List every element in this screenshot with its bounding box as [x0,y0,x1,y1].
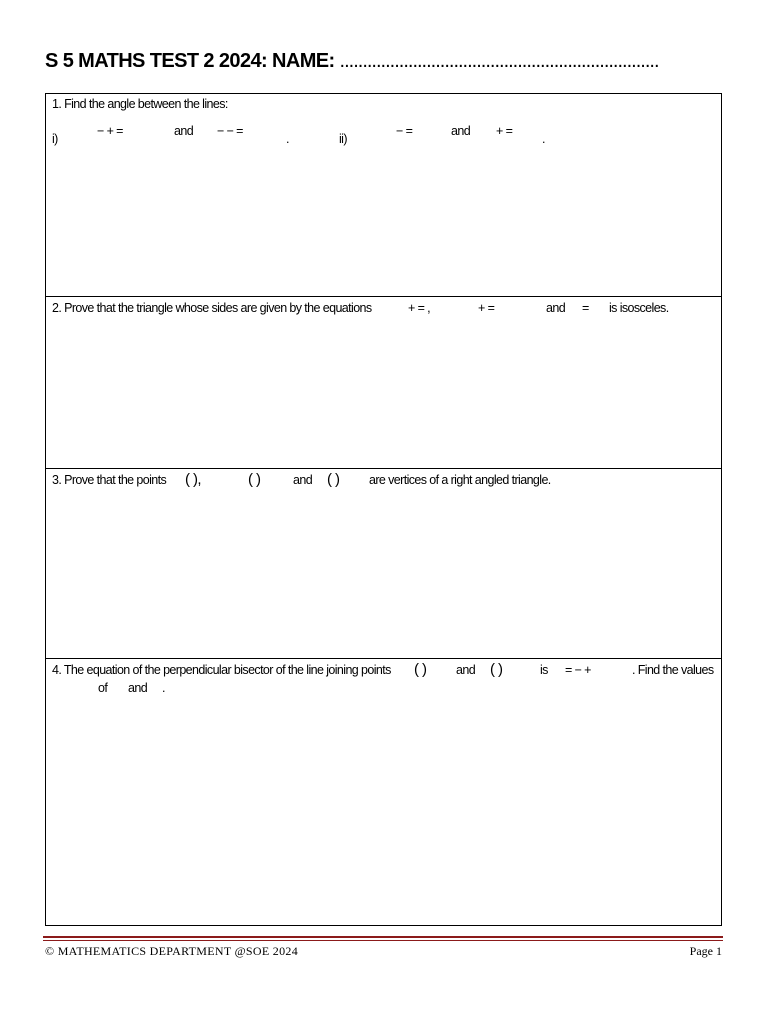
question-1-part-ii-equation-1: − = [396,124,413,138]
question-4-tail: . Find the values [632,663,714,677]
question-4-point-2: ( ) [490,661,503,678]
question-1-part-i-equation-2: − − = [217,124,243,138]
question-3-point-3: ( ) [327,471,340,488]
question-4-and: and [456,663,476,677]
footer-copyright: © MATHEMATICS DEPARTMENT @SOE 2024 [45,944,299,958]
question-1-text: 1. Find the angle between the lines: [52,97,228,111]
page-title [45,50,659,73]
question-2-equation-2: + = [478,301,495,315]
question-2-equation-1: + = , [408,301,431,315]
question-1-part-ii-period: . [542,132,545,146]
question-2-tail: is isosceles. [609,301,669,315]
question-1-part-ii-equation-2: + = [496,124,513,138]
question-3-point-2: ( ) [248,471,261,488]
question-4-equation: = − + [565,663,591,677]
question-4-text: 4. The equation of the perpendicular bisector of the line joining points [52,663,391,677]
question-1-part-i-and: and [174,124,194,138]
question-3-tail: are vertices of a right angled triangle. [369,473,551,487]
question-1-part-i-period: . [286,132,289,146]
question-2-cell [46,297,721,469]
question-4-line-2-period: . [162,681,165,695]
question-4-line-2-and: and [128,681,148,695]
footer-page-number: Page 1 [689,944,722,958]
question-2-equation-3: = [582,301,589,315]
question-3-cell [46,469,721,659]
name-blank-line: ...................................................................... [339,50,659,72]
question-1-cell [46,94,721,297]
question-3-and: and [293,473,313,487]
question-1-part-i-equation-1: − + = [97,124,123,138]
question-1-part-i-label: i) [52,132,58,146]
question-1-part-ii-and: and [451,124,471,138]
questions-table [45,93,722,926]
question-4-point-1: ( ) [414,661,427,678]
question-4-is: is [540,663,548,677]
question-3-text: 3. Prove that the points [52,473,167,487]
question-4-cell [46,659,721,925]
question-3-point-1: ( ), [185,471,201,488]
question-1-part-ii-label: ii) [339,132,347,146]
question-4-line-2-of: of [98,681,108,695]
test-title: S 5 MATHS TEST 2 2024: NAME: [45,50,335,72]
question-2-text: 2. Prove that the triangle whose sides are given by the equations [52,301,372,315]
footer-rule [43,936,723,941]
question-2-and: and [546,301,566,315]
